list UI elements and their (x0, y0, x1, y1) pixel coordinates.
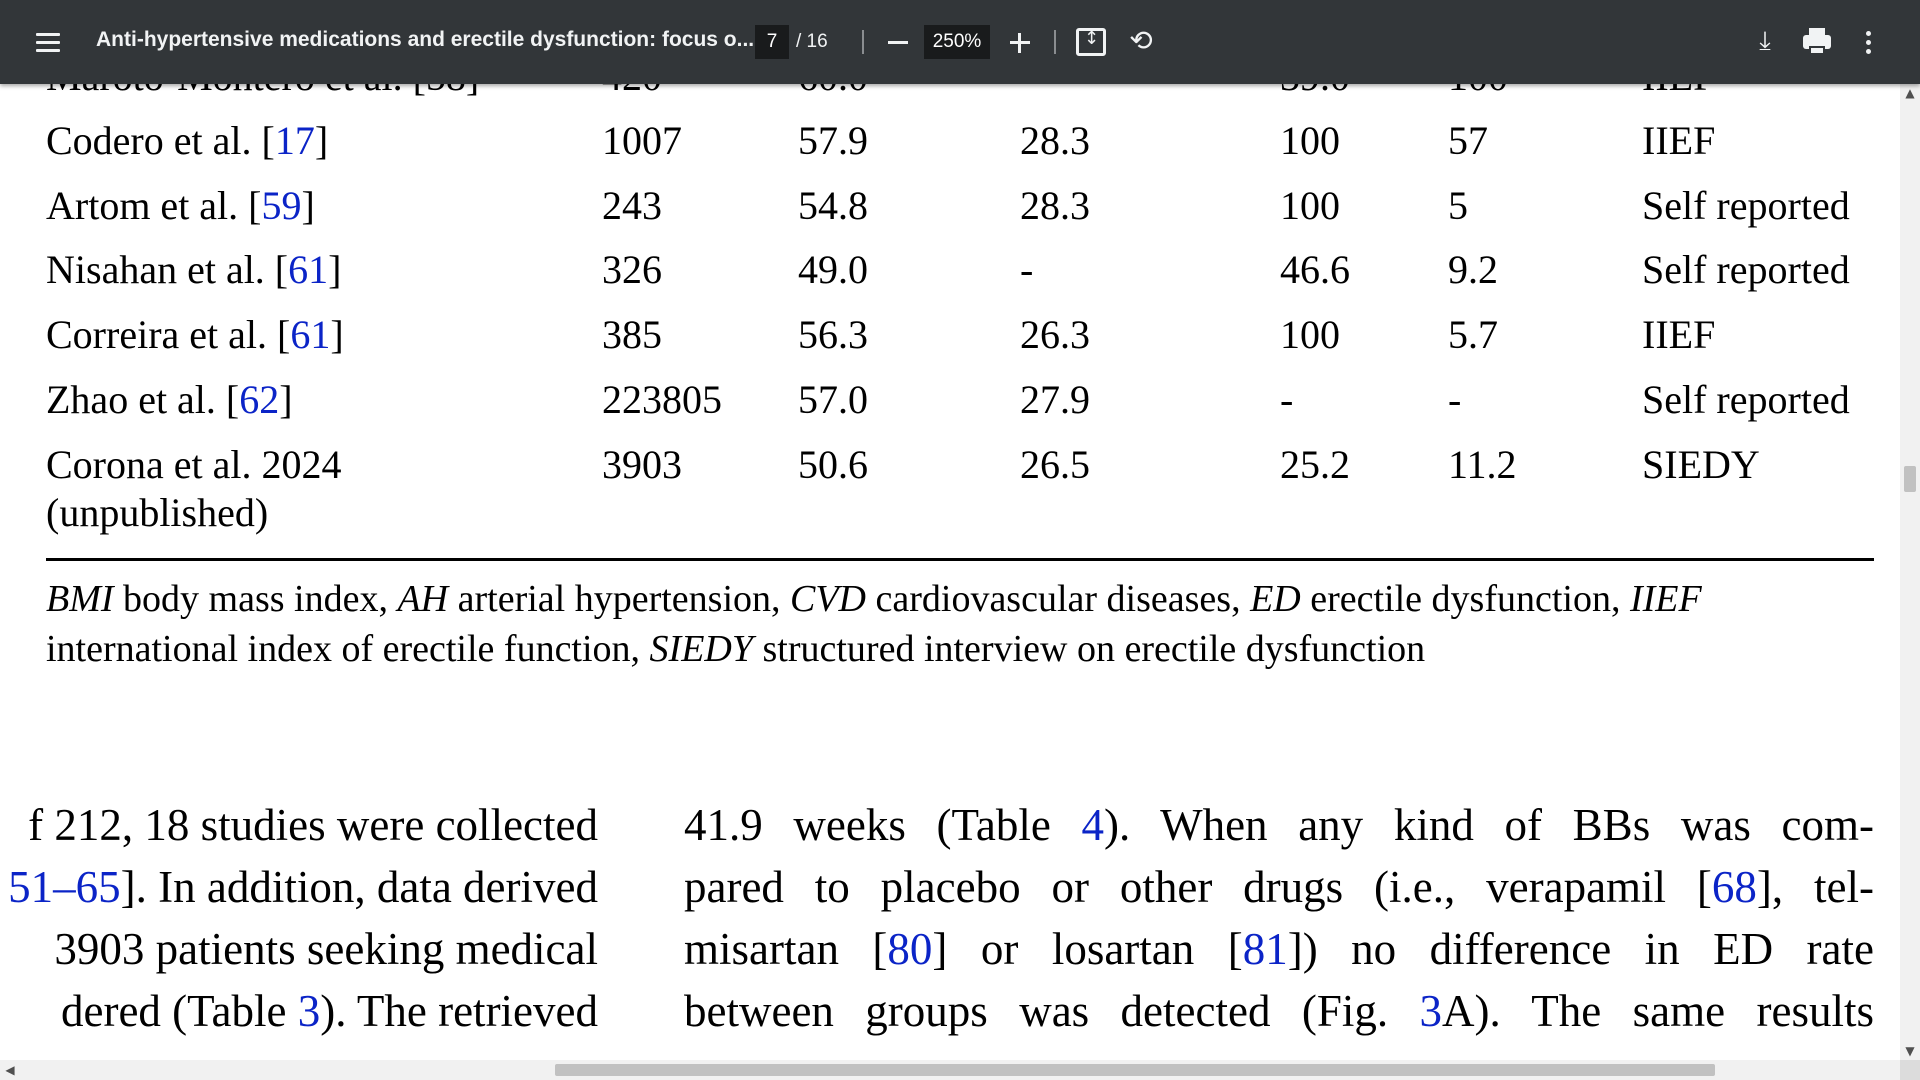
study-name: Nisahan et al. [ (46, 247, 289, 292)
definition: arterial hypertension, (448, 578, 790, 620)
table-cell-bmi: - (1020, 247, 1034, 292)
reference-link[interactable]: 62 (239, 377, 280, 422)
scroll-down-arrow-icon[interactable]: ▼ (1905, 1044, 1915, 1058)
reference-link[interactable]: 61 (288, 247, 329, 292)
table-cell-ed: 9.2 (1448, 247, 1498, 292)
download-icon[interactable]: ⤓ (1759, 26, 1771, 56)
table-cell-ed: - (1448, 377, 1462, 422)
page-number-input[interactable]: 7 (755, 25, 789, 59)
text: ]) no difference in ED rate (1287, 924, 1874, 974)
document-title: Anti-hypertensive medications and erectile dysfunction: focus o... (96, 28, 755, 51)
table-bottom-rule (46, 558, 1874, 561)
bracket: ] (330, 312, 344, 357)
table-cell-age: 57.0 (798, 377, 868, 422)
table-cell-method: IIEF (1642, 312, 1716, 357)
table-cell-study (46, 247, 341, 293)
text: 41.9 weeks (Table (684, 800, 1082, 850)
table-cell-age: 56.3 (798, 312, 868, 357)
vertical-scrollbar[interactable] (1900, 84, 1920, 1060)
table-cell-bmi: 28.3 (1020, 118, 1090, 163)
definition: international index of erectile function, (46, 628, 650, 670)
text: ). The retrieved (320, 986, 598, 1036)
left-column-line (8, 856, 598, 918)
reference-link[interactable]: 3 (1419, 986, 1442, 1036)
pdf-toolbar (0, 0, 1920, 84)
abbr: IIEF (1629, 578, 1702, 620)
study-name: Zhao et al. [ (46, 377, 240, 422)
definition: structured interview on erectile dysfunction (753, 628, 1426, 670)
table-cell-age: 54.8 (798, 183, 868, 228)
table-cell-bmi: 26.3 (1020, 312, 1090, 357)
table-cell-study (46, 183, 315, 229)
table-cell-ah: 100 (1280, 312, 1340, 357)
table-cell-ed: 57 (1448, 118, 1488, 163)
table-cell-ah: 100 (1280, 118, 1340, 163)
table-cell-n: 1007 (602, 118, 682, 163)
reference-link[interactable]: 4 (1081, 800, 1104, 850)
abbr: ED (1250, 578, 1301, 620)
zoom-in-button[interactable] (1004, 26, 1036, 58)
more-options-icon[interactable] (1858, 26, 1878, 58)
vertical-scroll-thumb[interactable] (1904, 466, 1916, 492)
text: ] or losartan [ (932, 924, 1243, 974)
table-cell-bmi: 27.9 (1020, 377, 1090, 422)
study-name: Artom et al. [ (46, 183, 262, 228)
abbr: SIEDY (649, 628, 753, 670)
table-cell-study (46, 312, 344, 358)
zoom-out-button[interactable] (882, 26, 914, 58)
definition: cardiovascular diseases, (866, 578, 1251, 620)
reference-link[interactable]: 17 (274, 118, 315, 163)
text: misartan [ (684, 924, 888, 974)
reference-link[interactable]: 81 (1242, 924, 1288, 974)
bracket: ] (279, 377, 293, 422)
scrollbar-corner (1900, 1060, 1920, 1080)
left-column-line (61, 980, 598, 1042)
menu-icon[interactable] (30, 24, 66, 60)
table-cell-study: Corona et al. 2024 (46, 442, 342, 487)
reference-link[interactable]: 61 (290, 312, 331, 357)
reference-link[interactable]: 80 (887, 924, 933, 974)
table-cell-n: 243 (602, 183, 662, 228)
table-cell-study-continuation: (unpublished) (46, 490, 269, 535)
table-cell-method: IIEF (1642, 118, 1716, 163)
fit-to-page-icon[interactable] (1076, 28, 1106, 56)
abbr: BMI (46, 578, 114, 620)
text: A). The same results (1442, 986, 1874, 1036)
scroll-left-arrow-icon[interactable]: ◀ (5, 1063, 15, 1077)
right-column-line (684, 980, 1874, 1042)
table-cell-n: 3903 (602, 442, 682, 487)
table-cell-age: 49.0 (798, 247, 868, 292)
table-cell-ed: 5 (1448, 183, 1468, 228)
reference-link[interactable]: 3 (297, 986, 321, 1036)
reference-link[interactable]: 51–65 (8, 862, 121, 912)
right-column-line (684, 794, 1874, 856)
table-cell-ed: 5.7 (1448, 312, 1498, 357)
definition: erectile dysfunction, (1300, 578, 1630, 620)
table-cell-bmi: 28.3 (1020, 183, 1090, 228)
abbr: CVD (790, 578, 866, 620)
table-cell-n: 385 (602, 312, 662, 357)
table-cell-n: 326 (602, 247, 662, 292)
table-cell-ah: 25.2 (1280, 442, 1350, 487)
table-cell-ah: - (1280, 377, 1294, 422)
definition: body mass index, (113, 578, 398, 620)
table-cell-method: Self reported (1642, 183, 1850, 228)
horizontal-scroll-thumb[interactable] (555, 1064, 1715, 1076)
toolbar-divider (862, 30, 864, 54)
table-cell-age: 50.6 (798, 442, 868, 487)
right-column-line (684, 918, 1874, 980)
bracket: ] (301, 183, 315, 228)
pdf-page (0, 84, 1900, 1060)
table-cell-study (46, 377, 293, 423)
zoom-level-input[interactable]: 250% (924, 25, 990, 59)
text: ]. In addition, data derived (120, 862, 598, 912)
table-cell-study (46, 118, 328, 164)
table-cell-age: 57.9 (798, 118, 868, 163)
table-cell-method: SIEDY (1642, 442, 1760, 487)
page-total: / 16 (796, 31, 828, 52)
table-cell-ah: 46.6 (1280, 247, 1350, 292)
table-cell-method: Self reported (1642, 247, 1850, 292)
text: ). When any kind of BBs was com- (1104, 800, 1874, 850)
study-name: Correira et al. [ (46, 312, 291, 357)
table-cell-ed: 11.2 (1448, 442, 1517, 487)
bracket: ] (314, 118, 329, 163)
table-cell-bmi: 26.5 (1020, 442, 1090, 487)
text: dered (Table (61, 986, 298, 1036)
text: ], tel- (1756, 862, 1874, 912)
text: between groups was detected (Fig. (684, 986, 1420, 1036)
abbr: AH (397, 578, 449, 620)
print-icon[interactable] (1800, 26, 1834, 58)
right-column-line (684, 856, 1874, 918)
study-name: Codero et al. [ (46, 118, 275, 163)
table-cell-ah: 100 (1280, 183, 1340, 228)
table-footnote (46, 574, 1886, 674)
left-column-line: f 212, 18 studies were collected (28, 800, 598, 850)
reference-link[interactable]: 68 (1711, 862, 1757, 912)
horizontal-scrollbar[interactable] (0, 1060, 1900, 1080)
bracket: ] (328, 247, 342, 292)
rotate-icon[interactable]: ⟲ (1129, 24, 1153, 57)
table-cell-method: Self reported (1642, 377, 1850, 422)
table-cell-n: 223805 (602, 377, 722, 422)
left-column-line: 3903 patients seeking medical (54, 924, 598, 974)
scroll-up-arrow-icon[interactable]: ▲ (1905, 86, 1915, 100)
toolbar-divider (1054, 30, 1056, 54)
text: pared to placebo or other drugs (i.e., verapamil [ (684, 862, 1712, 912)
reference-link[interactable]: 59 (261, 183, 302, 228)
